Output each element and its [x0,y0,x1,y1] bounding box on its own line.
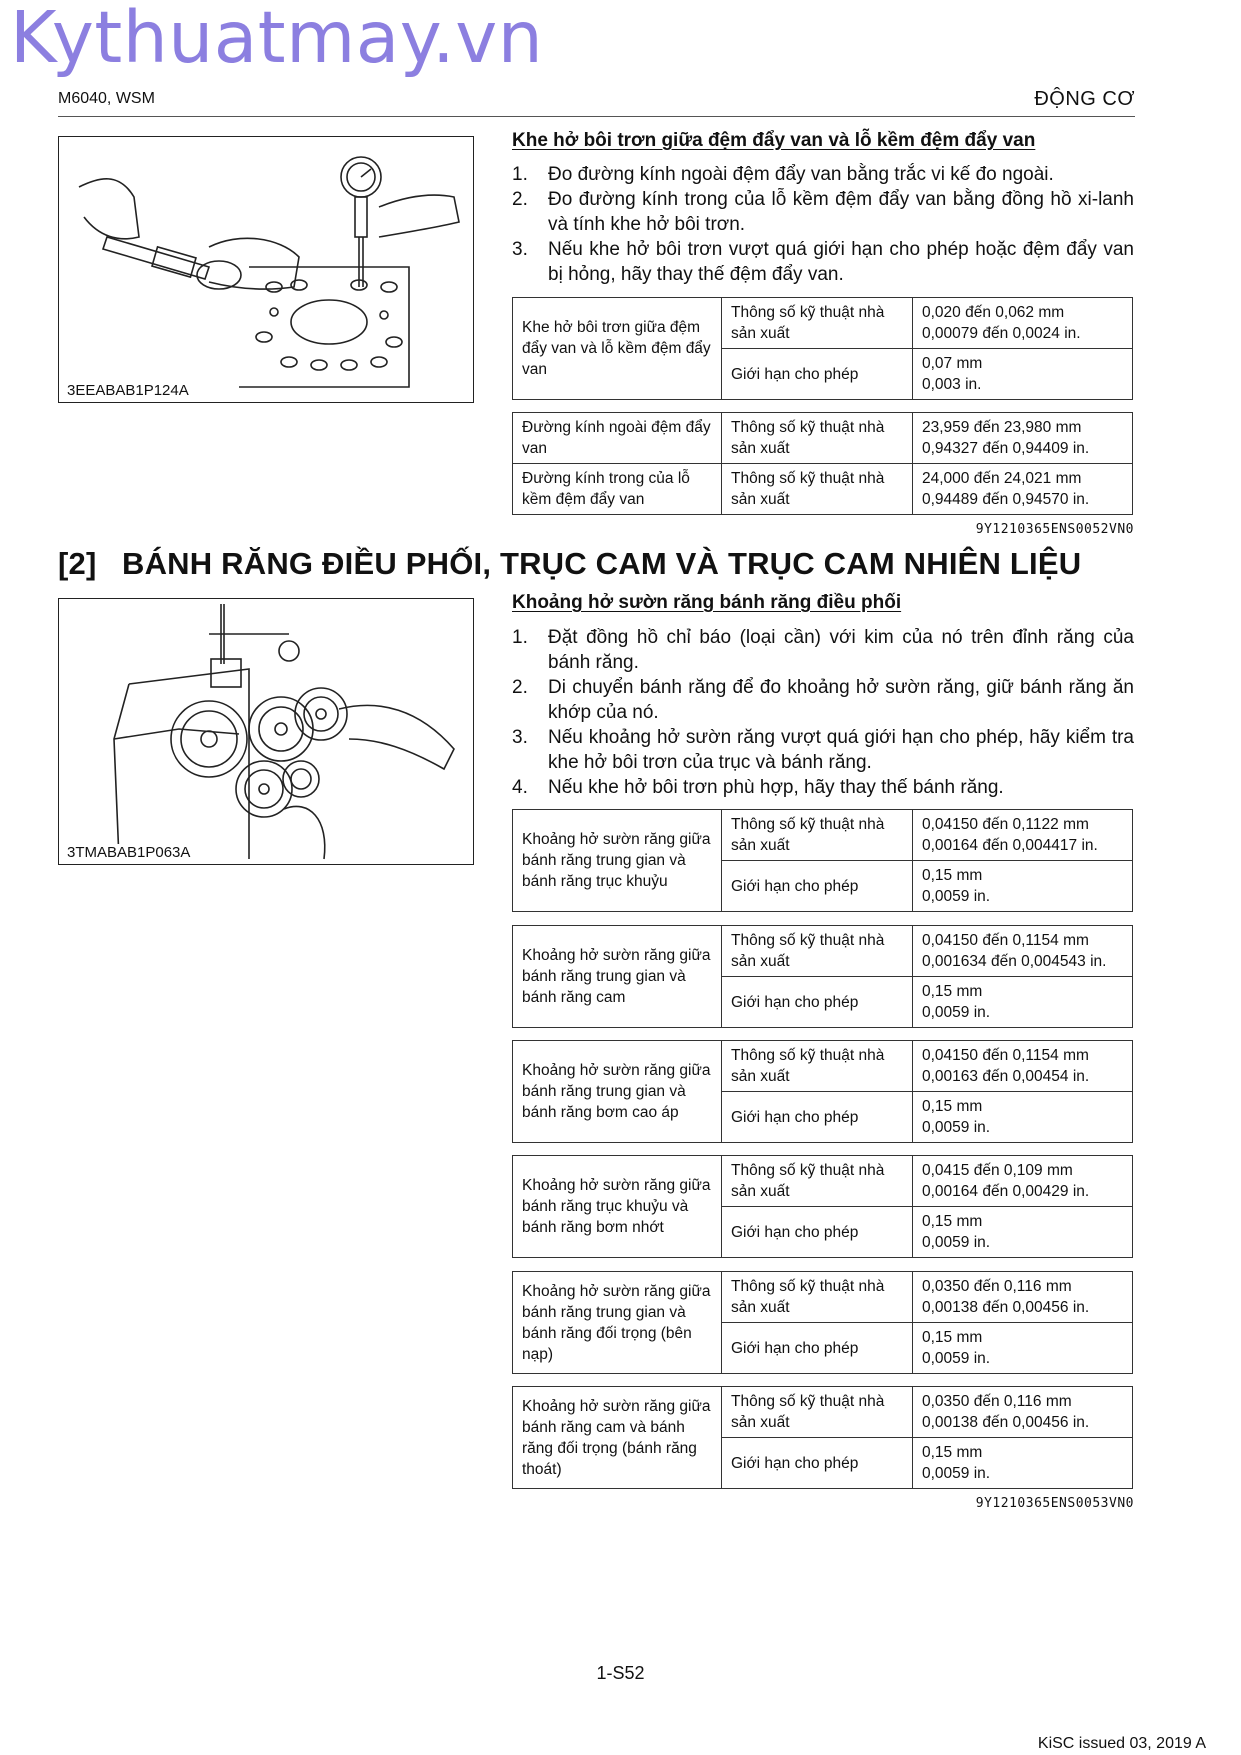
list-item: 4. Nếu khe hở bôi trơn phù hợp, hãy thay thế bánh răng. [512,777,1004,798]
table-row: Giới hạn cho phép 0,15 mm 0,0059 in. [513,1323,1133,1374]
steps-list-part2 [512,625,1134,800]
gear-backlash-illustration [59,599,473,864]
table-row: Đường kính trong của lỗ kềm đệm đẩy van Thông số kỹ thuật nhà sản xuất 24,000 đến 24,021 mm 0,94489 đến 0,94570 in. [513,464,1133,515]
issue-note: KiSC issued 03, 2019 A [1037,1735,1206,1752]
table-row: Khoảng hở sườn răng giữa bánh răng trung gian và bánh răng đối trọng (bên nạp) Thông số kỹ thuật nhà sản xuất 0,0350 đến 0,116 mm 0,00138 đến 0,00456 in. [513,1272,1133,1323]
steps-list-part1 [512,162,1134,287]
table-row: Khoảng hở sườn răng giữa bánh răng trung gian và bánh răng bơm cao áp Thông số kỹ thuật nhà sản xuất 0,04150 đến 0,1154 mm 0,00163 đến 0,00454 in. [513,1041,1133,1092]
header-model: M6040, WSM [58,90,155,107]
table-row: Khoảng hở sườn răng giữa bánh răng cam và bánh răng đối trọng (bánh răng thoát) Thông số kỹ thuật nhà sản xuất 0,0350 đến 0,116 mm 0,00138 đến 0,00456 in. [513,1387,1133,1438]
spec-table-backlash-5 [512,1271,1133,1374]
tappet-measurement-illustration [59,137,473,402]
spec-table-backlash-1 [512,809,1133,912]
list-item: 2. Đo đường kính trong của lỗ kềm đệm đẩy van bằng đồng hồ xi-lanh và tính khe hở bôi trơn. [512,189,1134,235]
list-item: 3. Nếu khe hở bôi trơn vượt quá giới hạn cho phép hoặc đệm đẩy van bị hỏng, hãy thay thế đệm đẩy van. [512,239,1134,285]
reference-code: 9Y1210365ENS0053VN0 [975,1496,1134,1511]
spec-table-backlash-6 [512,1386,1133,1489]
figure-label: 3TMABAB1P063A [67,844,191,861]
table-row: Đường kính ngoài đệm đẩy van Thông số kỹ thuật nhà sản xuất 23,959 đến 23,980 mm 0,94327 đến 0,94409 in. [513,413,1133,464]
reference-code: 9Y1210365ENS0052VN0 [975,522,1134,537]
table-row: Giới hạn cho phép 0,15 mm 0,0059 in. [513,1207,1133,1258]
table-row: Khoảng hở sườn răng giữa bánh răng trung gian và bánh răng cam Thông số kỹ thuật nhà sản xuất 0,04150 đến 0,1154 mm 0,001634 đến 0,004543 in. [513,926,1133,977]
spec-table-backlash-4 [512,1155,1133,1258]
spec-table-backlash-3 [512,1040,1133,1143]
table-row: Giới hạn cho phép 0,15 mm 0,0059 in. [513,1438,1133,1489]
list-item: 1. Đo đường kính ngoài đệm đẩy van bằng trắc vi kế đo ngoài. [512,164,1054,185]
watermark: Kythuatmay.vn [10,0,544,79]
figure-tappet-measurement [58,136,474,403]
table-row: Khoảng hở sườn răng giữa bánh răng trung gian và bánh răng trục khuỷu Thông số kỹ thuật nhà sản xuất 0,04150 đến 0,1122 mm 0,00164 đến 0,004417 in. [513,810,1133,861]
subheading-tappet-clearance: Khe hở bôi trơn giữa đệm đẩy van và lỗ kềm đệm đẩy van [512,130,1036,151]
spec-table-diameters [512,412,1133,515]
table-row: Giới hạn cho phép 0,15 mm 0,0059 in. [513,1092,1133,1143]
header-section: ĐỘNG CƠ [1034,88,1135,110]
table-row: Giới hạn cho phép 0,15 mm 0,0059 in. [513,977,1133,1028]
spec-table-backlash-2 [512,925,1133,1028]
table-row: Khoảng hở sườn răng giữa bánh răng trục khuỷu và bánh răng bơm nhớt Thông số kỹ thuật nhà sản xuất 0,0415 đến 0,109 mm 0,00164 đến 0,00429 in. [513,1156,1133,1207]
table-row: Khe hở bôi trơn giữa đệm đẩy van và lỗ kềm đệm đẩy van Thông số kỹ thuật nhà sản xuất 0,020 đến 0,062 mm 0,00079 đến 0,0024 in. [513,298,1133,349]
figure-label: 3EEABAB1P124A [67,382,189,399]
subheading-gear-backlash: Khoảng hở sườn răng bánh răng điều phối [512,592,902,613]
list-item: 1. Đặt đồng hồ chỉ báo (loại cần) với kim của nó trên đỉnh răng của bánh răng. [512,627,1134,673]
header-rule [58,116,1135,117]
page-number: 1-S52 [596,1663,645,1683]
list-item: 3. Nếu khoảng hở sườn răng vượt quá giới hạn cho phép, hãy kiểm tra khe hở bôi trơn của trục và bánh răng. [512,727,1134,773]
section-title: [2] BÁNH RĂNG ĐIỀU PHỐI, TRỤC CAM VÀ TRỤC CAM NHIÊN LIỆU [58,546,1082,581]
table-row: Giới hạn cho phép 0,15 mm 0,0059 in. [513,861,1133,912]
spec-table-oil-clearance [512,297,1133,400]
table-row: Giới hạn cho phép 0,07 mm 0,003 in. [513,349,1133,400]
list-item: 2. Di chuyển bánh răng để đo khoảng hở sườn răng, giữ bánh răng ăn khớp của nó. [512,677,1134,723]
figure-gear-backlash [58,598,474,865]
